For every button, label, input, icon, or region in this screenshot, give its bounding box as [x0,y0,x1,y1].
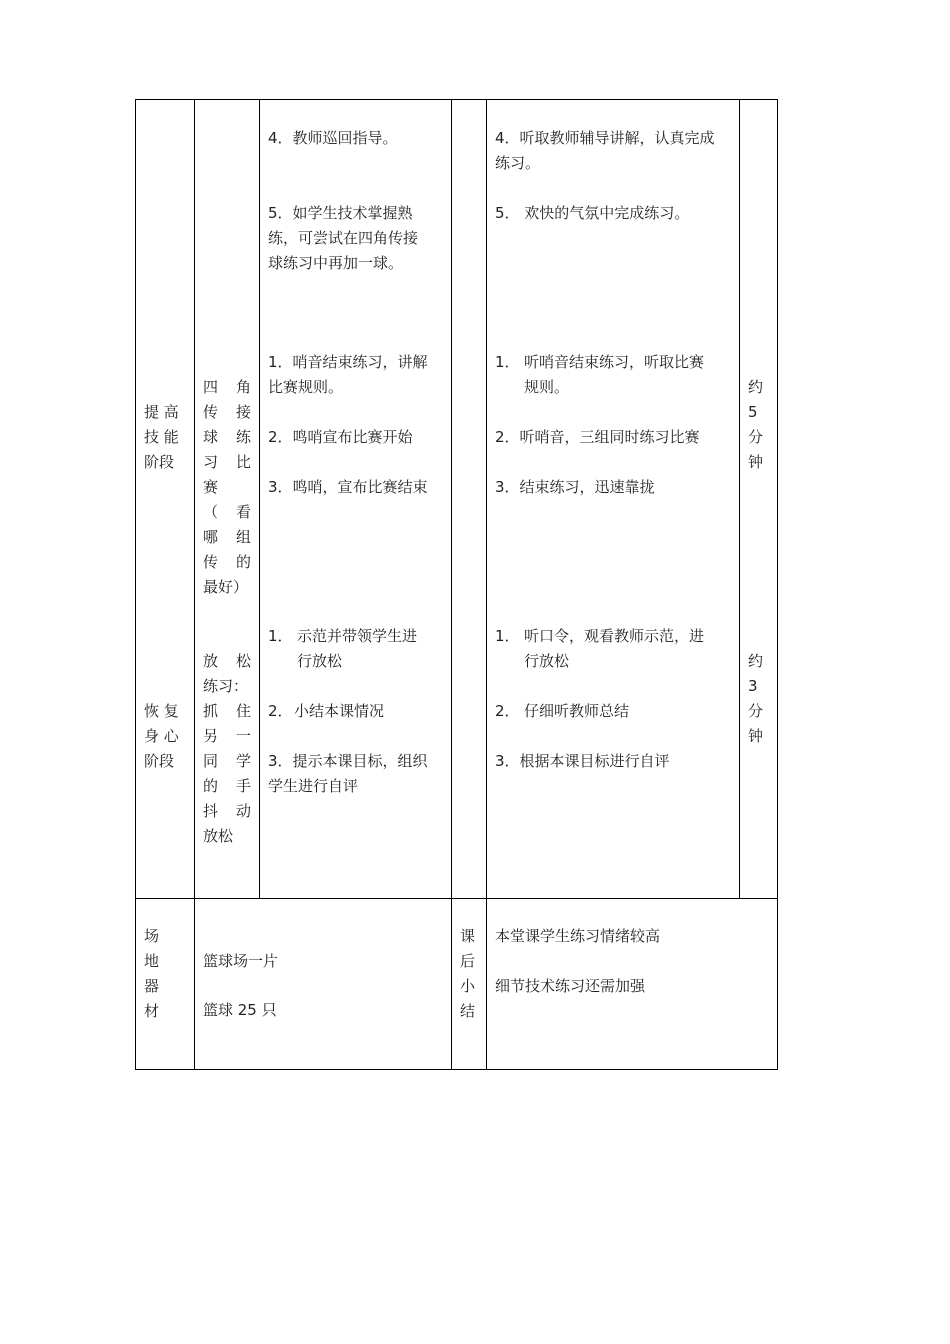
time-char: 约 [748,378,764,396]
footer-divider [135,898,778,899]
stage-improve-label-3: 阶段 [144,453,175,471]
stage-improve-label-2: 技 能 [144,428,179,446]
time-number: 3 [748,677,758,695]
time-char: 钟 [748,453,764,471]
content-row: 同 学 [203,752,251,770]
summary-label-char: 课 [460,927,476,945]
stage-improve-label-1: 提 高 [144,403,179,421]
teacher-item-5-line1: 5．如学生技术掌握熟 [268,204,413,222]
teacher-game-2: 2．鸣哨宣布比赛开始 [268,428,413,446]
summary-label-char: 后 [460,952,476,970]
recover-teacher-3-line2: 学生进行自评 [268,777,359,795]
time-number: 5 [748,403,758,421]
teacher-game-1-line1: 1．哨音结束练习，讲解 [268,353,428,371]
student-item-5: 5． 欢快的气氛中完成练习。 [495,204,690,222]
time-char: 分 [748,702,764,720]
content-row: 传 的 [203,553,251,571]
content-row: 放松 [203,827,234,845]
recover-teacher-2: 小结本课情况 [294,702,385,720]
recover-student-3: 3．根据本课目标进行自评 [495,752,670,770]
content-row: 赛 [203,478,219,496]
summary-label [460,924,480,1024]
teacher-game-1-line2: 比赛规则。 [268,378,344,396]
content-row: 练习： [203,677,249,695]
venue-label [144,924,164,1024]
recover-student-2-num: 2． [495,702,520,720]
teacher-item-4: 4．教师巡回指导。 [268,129,398,147]
recover-teacher-1-num: 1． [268,627,293,645]
stage-recover-time [748,649,768,749]
content-row: （ 看 [203,503,251,521]
content-row: 放 松 [203,652,251,670]
content-row: 球 练 [203,428,251,446]
recover-student-1-line2: 行放松 [524,652,570,670]
recover-teacher-1-line1: 示范并带领学生进 [297,627,418,645]
content-row: 习 比 [203,453,251,471]
venue-label-char: 地 [144,952,160,970]
recover-teacher-3-line1: 3．提示本课目标，组织 [268,752,428,770]
teacher-game-3: 3．鸣哨，宣布比赛结束 [268,478,428,496]
student-item-4-line2: 练习。 [495,154,541,172]
stage-improve-time [748,375,768,475]
venue-line-1: 篮球场一片 [203,952,279,970]
recover-student-1-line1: 听口令，观看教师示范，进 [524,627,705,645]
time-char: 钟 [748,727,764,745]
recover-student-2: 仔细听教师总结 [524,702,630,720]
time-char: 约 [748,652,764,670]
col-divider-1 [194,99,195,1070]
stage-improve-content [203,375,251,600]
stage-recover-label-1: 恢 复 [144,702,179,720]
content-row: 最好） [203,578,249,596]
content-row: 抓 住 [203,702,251,720]
summary-line-1: 本堂课学生练习情绪较高 [495,927,661,945]
venue-label-char: 材 [144,1002,160,1020]
student-game-1-num: 1． [495,353,520,371]
col-divider-3 [451,99,452,1070]
student-item-4-line1: 4．听取教师辅导讲解，认真完成 [495,129,715,147]
venue-label-char: 场 [144,927,160,945]
content-row: 哪 组 [203,528,251,546]
student-game-1-line2: 规则。 [524,378,570,396]
col-divider-4 [486,99,487,1070]
stage-recover-label-3: 阶段 [144,752,175,770]
content-row: 四 角 [203,378,251,396]
summary-label-char: 小 [460,977,476,995]
recover-teacher-2-num: 2． [268,702,293,720]
content-row: 抖 动 [203,802,251,820]
student-game-1-line1: 听哨音结束练习，听取比赛 [524,353,705,371]
col-divider-5 [739,99,740,898]
content-row: 另 一 [203,727,251,745]
teacher-item-5-line3: 球练习中再加一球。 [268,254,404,272]
stage-recover-content [203,649,251,849]
recover-student-1-num: 1． [495,627,520,645]
teacher-item-5-line2: 练，可尝试在四角传接 [268,229,419,247]
content-row: 传 接 [203,403,251,421]
time-char: 分 [748,428,764,446]
venue-label-char: 器 [144,977,160,995]
col-divider-2 [259,99,260,898]
venue-line-2: 篮球 25 只 [203,1001,277,1019]
recover-teacher-1-line2: 行放松 [297,652,343,670]
student-game-2: 2．听哨音，三组同时练习比赛 [495,428,700,446]
stage-recover-label-2: 身 心 [144,727,179,745]
student-game-3: 3．结束练习，迅速靠拢 [495,478,655,496]
summary-label-char: 结 [460,1002,476,1020]
summary-line-2: 细节技术练习还需加强 [495,977,646,995]
content-row: 的 手 [203,777,251,795]
